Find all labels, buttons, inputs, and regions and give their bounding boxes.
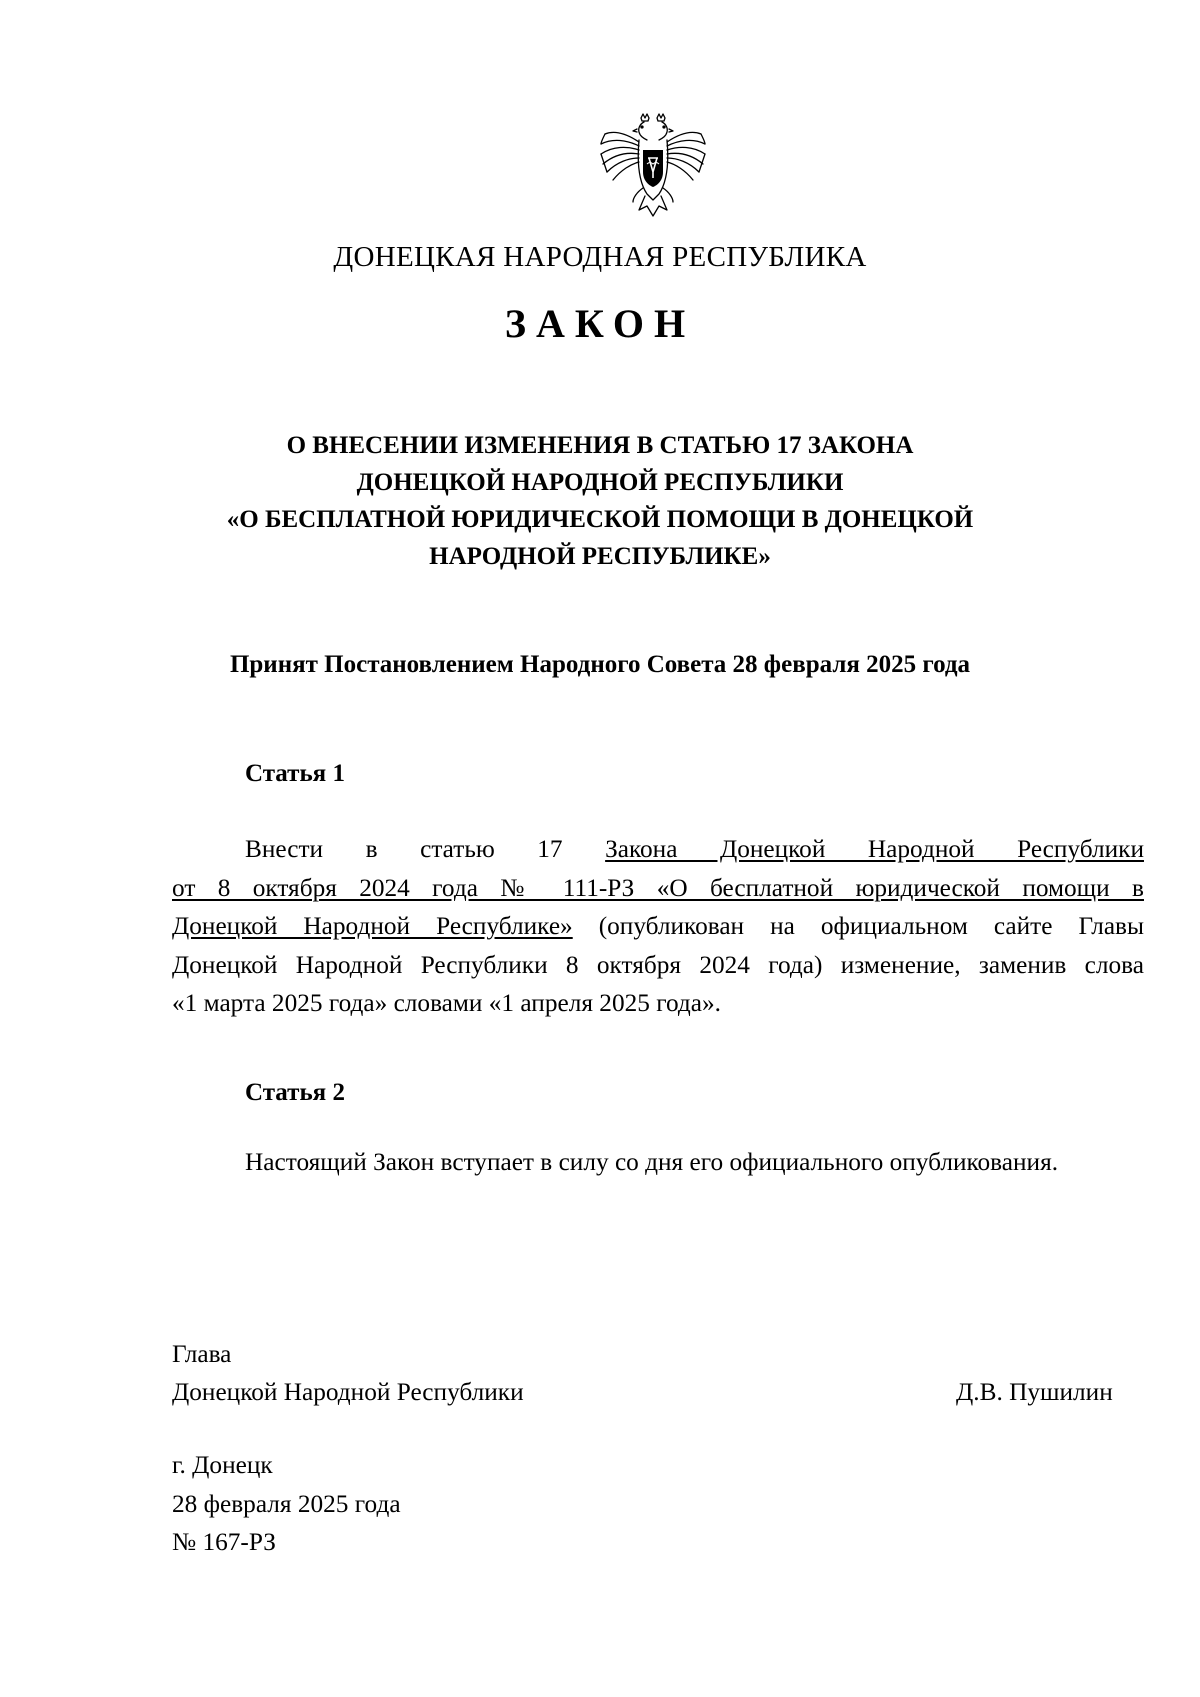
article-2-body: Настоящий Закон вступает в силу со дня его официального опубликования. [245, 1148, 1059, 1176]
double-headed-eagle-emblem-icon [597, 112, 709, 227]
article-1-line [172, 907, 1144, 946]
signatory-name: Д.В. Пушилин [956, 1378, 1113, 1406]
law-title-line: О ВНЕСЕНИИ ИЗМЕНЕНИЯ В СТАТЬЮ 17 ЗАКОНА [286, 432, 914, 459]
article-2-heading: Статья 2 [245, 1079, 345, 1106]
article-1-body [172, 830, 1144, 1023]
law-title-line: ДОНЕЦКОЙ НАРОДНОЙ РЕСПУБЛИКИ [356, 469, 844, 496]
article-1-line: «1 марта 2025 года» словами «1 апреля 2025 года». [172, 989, 721, 1017]
signatory-title: Донецкой Народной Республики [172, 1378, 524, 1406]
law-title-line: «О БЕСПЛАТНОЙ ЮРИДИЧЕСКОЙ ПОМОЩИ В ДОНЕЦКОЙ [226, 506, 974, 533]
article-1-text: (опубликован на официальном сайте Главы [572, 912, 1144, 940]
law-reference-link[interactable]: Закона Донецкой Народной Республики [605, 835, 1144, 863]
adoption-note: Принят Постановлением Народного Совета 28 февраля 2025 года [229, 651, 971, 678]
article-1-heading: Статья 1 [245, 760, 345, 787]
article-1-line [172, 869, 1144, 908]
signing-date: 28 февраля 2025 года [172, 1490, 401, 1518]
signatory-title: Глава [172, 1340, 232, 1368]
law-title [150, 427, 1050, 575]
law-title-line: НАРОДНОЙ РЕСПУБЛИКЕ» [429, 543, 771, 570]
law-reference-link[interactable]: Донецкой Народной Республике» [172, 912, 573, 940]
law-number: № 167-РЗ [172, 1528, 276, 1556]
republic-name: ДОНЕЦКАЯ НАРОДНАЯ РЕСПУБЛИКА [333, 241, 867, 273]
signing-place: г. Донецк [172, 1451, 273, 1479]
law-reference-link[interactable]: от 8 октября 2024 года № 111-РЗ «О бесплатной юридической помощи в [172, 873, 1144, 902]
law-heading: ЗАКОН [504, 301, 696, 346]
article-1-line: Донецкой Народной Республики 8 октября 2024 года) изменение, заменив слова [172, 950, 1144, 979]
article-1-text: Внести в статью 17 [245, 835, 606, 863]
article-1-line [172, 830, 1144, 869]
